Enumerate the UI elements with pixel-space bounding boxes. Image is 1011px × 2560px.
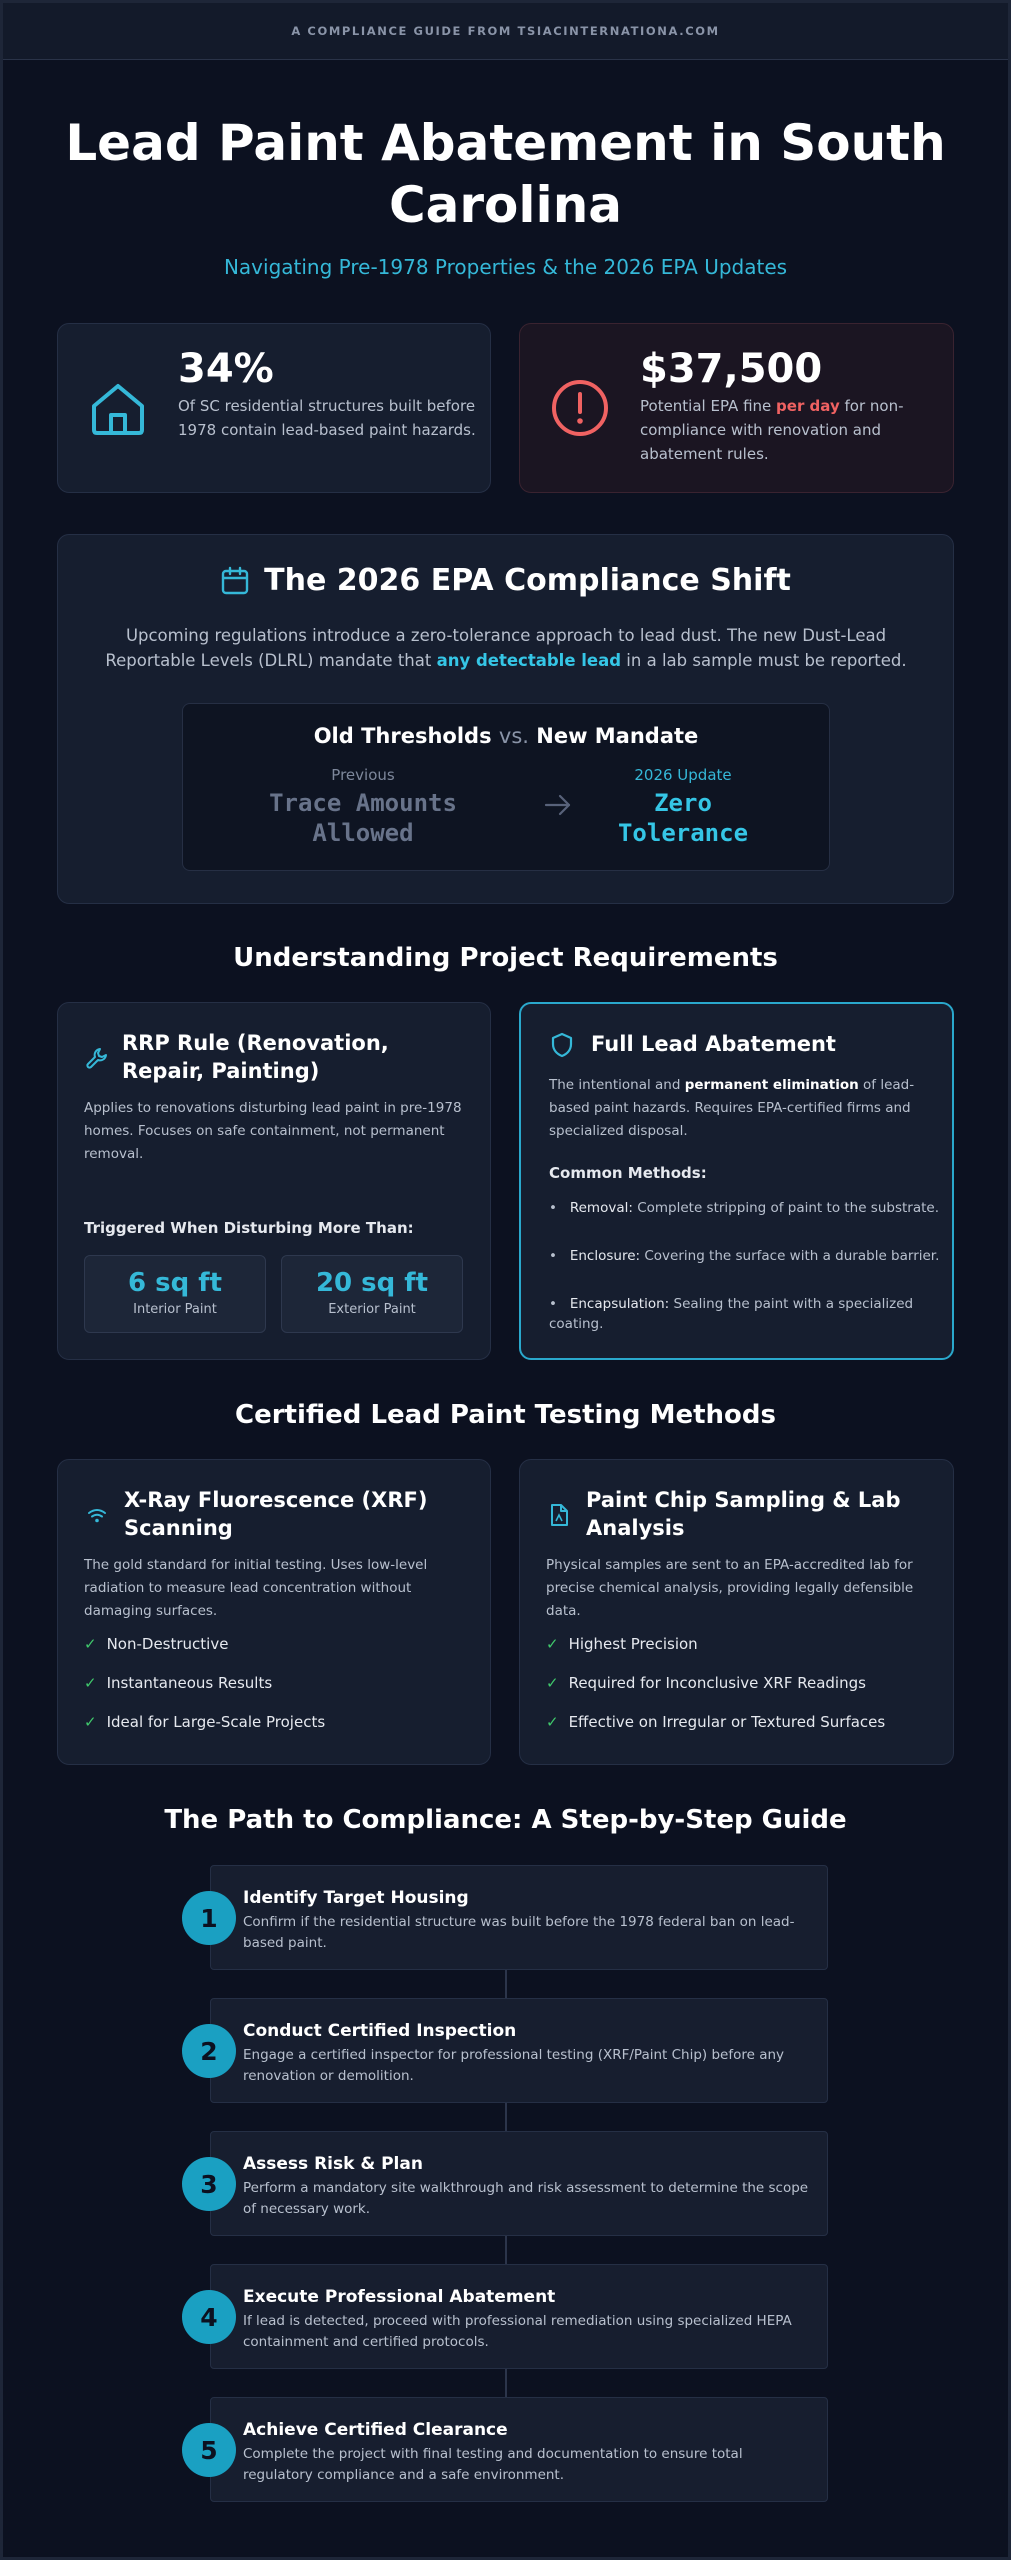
interior-threshold: 6 sq ft Interior Paint bbox=[84, 1255, 266, 1333]
stat-card-homes bbox=[57, 323, 491, 493]
comparison-title: Old Thresholds vs. New Mandate bbox=[313, 724, 699, 748]
shield-icon bbox=[549, 1032, 575, 1058]
fine-highlight: per day bbox=[776, 397, 840, 415]
step-number: 4 bbox=[182, 2290, 236, 2344]
rrp-rule-card bbox=[57, 1002, 491, 1360]
step-text: If lead is detected, proceed with professional remediation using specialized HEPA containment and certified protocols. bbox=[243, 2313, 792, 2350]
wifi-icon bbox=[84, 1502, 110, 1528]
check-icon: ✓ bbox=[546, 1713, 559, 1731]
epa-shift-text: Upcoming regulations introduce a zero-tolerance approach to lead dust. The new Dust-Lead Reportable Levels (DLRL) mandate that any detectable lead in a lab sample must be reported. bbox=[105, 626, 907, 670]
abatement-title: Full Lead Abatement bbox=[591, 1032, 836, 1056]
stat-description: Potential EPA fine per day for non-compliance with renovation and abatement rules. bbox=[640, 397, 904, 463]
check-icon: ✓ bbox=[546, 1674, 559, 1692]
step-title: Assess Risk & Plan bbox=[243, 2154, 423, 2174]
xrf-title: X-Ray Fluorescence (XRF) Scanning bbox=[124, 1488, 428, 1540]
requirements-section-title: Understanding Project Requirements bbox=[233, 943, 778, 973]
wrench-icon bbox=[84, 1045, 110, 1071]
calendar-icon bbox=[220, 566, 250, 596]
new-mandate: 2026 Update Zero Tolerance bbox=[617, 766, 749, 847]
chip-point: ✓ Effective on Irregular or Textured Surfaces bbox=[546, 1713, 886, 1731]
previous-threshold: Previous Trace Amounts Allowed bbox=[269, 766, 457, 847]
xrf-description: The gold standard for initial testing. Uses low-level radiation to measure lead concentration without damaging surfaces. bbox=[84, 1557, 428, 1619]
step-number: 3 bbox=[182, 2157, 236, 2211]
check-icon: ✓ bbox=[84, 1635, 97, 1653]
xrf-point: ✓ Ideal for Large-Scale Projects bbox=[84, 1713, 326, 1731]
step-text: Perform a mandatory site walkthrough and risk assessment to determine the scope of necessary work. bbox=[243, 2180, 809, 2217]
step-card bbox=[210, 2264, 828, 2369]
xrf-point: ✓ Instantaneous Results bbox=[84, 1674, 273, 1692]
threshold-comparison bbox=[182, 703, 830, 871]
trigger-label: Triggered When Disturbing More Than: bbox=[84, 1219, 414, 1237]
epa-shift-title: The 2026 EPA Compliance Shift bbox=[264, 563, 791, 598]
top-banner bbox=[3, 3, 1008, 60]
stat-description: Of SC residential structures built before 1978 contain lead-based paint hazards. bbox=[178, 397, 476, 439]
alert-icon bbox=[550, 378, 610, 438]
method-item: • Enclosure: Covering the surface with a durable barrier. bbox=[549, 1248, 940, 1264]
check-icon: ✓ bbox=[84, 1713, 97, 1731]
step-number: 1 bbox=[182, 1891, 236, 1945]
page-subtitle: Navigating Pre-1978 Properties & the 2026 EPA Updates bbox=[223, 255, 788, 279]
methods-label: Common Methods: bbox=[549, 1164, 707, 1182]
epa-shift-card bbox=[57, 534, 954, 904]
step-title: Execute Professional Abatement bbox=[243, 2287, 556, 2307]
method-item: • Encapsulation: Sealing the paint with a specialized coating. bbox=[549, 1296, 914, 1332]
step-number: 5 bbox=[182, 2423, 236, 2477]
check-icon: ✓ bbox=[546, 1635, 559, 1653]
banner-tagline: A COMPLIANCE GUIDE FROM TSIACINTERNATIONA.COM bbox=[291, 24, 720, 38]
step-text: Complete the project with final testing and documentation to ensure total regulatory compliance and a safe environment. bbox=[243, 2446, 743, 2483]
stat-value: 34% bbox=[178, 346, 274, 392]
testing-section-title: Certified Lead Paint Testing Methods bbox=[235, 1400, 776, 1430]
path-section-title: The Path to Compliance: A Step-by-Step Guide bbox=[164, 1805, 847, 1835]
step-text: Confirm if the residential structure was built before the 1978 federal ban on lead-based paint. bbox=[243, 1914, 795, 1951]
chip-description: Physical samples are sent to an EPA-accredited lab for precise chemical analysis, providing legally defensible data. bbox=[546, 1557, 914, 1619]
full-abatement-card bbox=[519, 1002, 954, 1360]
xrf-point: ✓ Non-Destructive bbox=[84, 1635, 229, 1653]
page-title: Lead Paint Abatement in South Carolina bbox=[65, 114, 946, 234]
step-title: Conduct Certified Inspection bbox=[243, 2021, 517, 2041]
abatement-description: The intentional and permanent elimination of lead-based paint hazards. Requires EPA-certified firms and specialized disposal. bbox=[549, 1077, 915, 1139]
epa-shift-heading bbox=[58, 563, 953, 598]
rrp-description: Applies to renovations disturbing lead paint in pre-1978 homes. Focuses on safe containment, not permanent removal. bbox=[84, 1100, 462, 1162]
detectable-lead-highlight: any detectable lead bbox=[436, 651, 622, 670]
check-icon: ✓ bbox=[84, 1674, 97, 1692]
step-title: Achieve Certified Clearance bbox=[243, 2420, 508, 2440]
step-card bbox=[210, 2397, 828, 2502]
step-card bbox=[210, 2131, 828, 2236]
stat-card-fine bbox=[519, 323, 954, 493]
step-title: Identify Target Housing bbox=[243, 1888, 469, 1908]
xrf-card bbox=[57, 1459, 491, 1765]
step-card bbox=[210, 1998, 828, 2103]
step-card bbox=[210, 1865, 828, 1970]
chip-point: ✓ Highest Precision bbox=[546, 1635, 698, 1653]
paint-chip-card bbox=[519, 1459, 954, 1765]
step-text: Engage a certified inspector for professional testing (XRF/Paint Chip) before any renovation or demolition. bbox=[243, 2047, 785, 2084]
stat-value: $37,500 bbox=[640, 346, 823, 392]
rrp-title: RRP Rule (Renovation, Repair, Painting) bbox=[122, 1031, 389, 1083]
chip-title: Paint Chip Sampling & Lab Analysis bbox=[586, 1488, 901, 1540]
step-number: 2 bbox=[182, 2024, 236, 2078]
exterior-threshold: 20 sq ft Exterior Paint bbox=[281, 1255, 463, 1333]
document-icon bbox=[546, 1502, 572, 1528]
chip-point: ✓ Required for Inconclusive XRF Readings bbox=[546, 1674, 866, 1692]
house-icon bbox=[88, 378, 148, 438]
method-item: • Removal: Complete stripping of paint to the substrate. bbox=[549, 1200, 940, 1216]
